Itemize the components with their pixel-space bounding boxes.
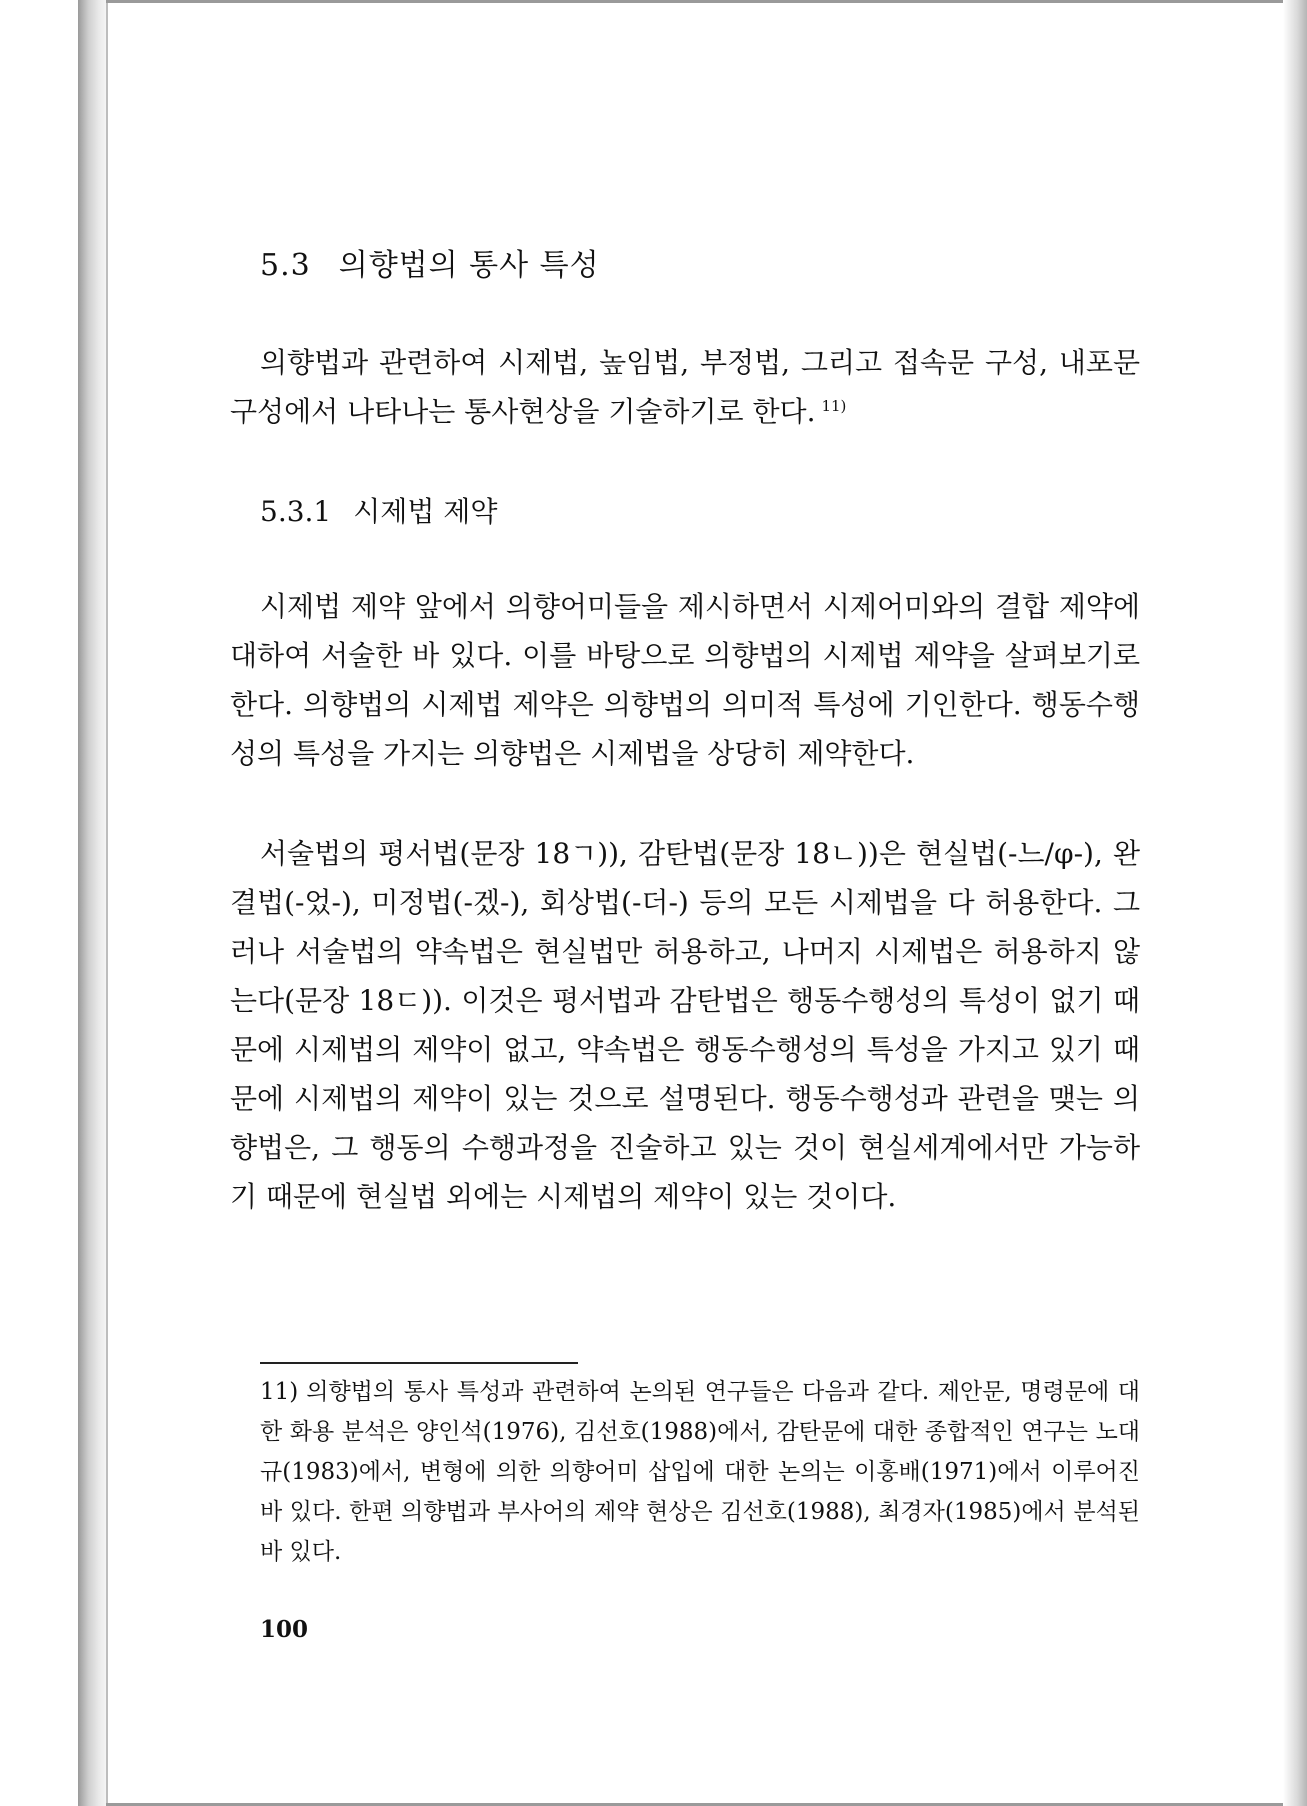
footnote xyxy=(260,1372,1140,1572)
book-page xyxy=(230,0,1140,1806)
subsection-number: 5.3.1 xyxy=(260,495,332,528)
subsection-title: 시제법 제약 xyxy=(353,495,498,528)
intro-text: 의향법과 관련하여 시제법, 높임법, 부정법, 그리고 접속문 구성, 내포문 구성에서 나타나는 통사현상을 기술하기로 한다. xyxy=(230,346,1140,428)
page-number: 100 xyxy=(260,1616,309,1643)
footnote-divider xyxy=(260,1362,578,1364)
body-paragraph-1: 시제법 제약 앞에서 의향어미들을 제시하면서 시제어미와의 결합 제약에 대하여 서술한 바 있다. 이를 바탕으로 의향법의 시제법 제약을 살펴보기로 한다. 의향법의 시제법 제약은 의향법의 의미적 특성에 기인한다. 행동수행성의 특성을 가지는 의향법은 시제법을 상당히 제약한다. xyxy=(230,590,1140,770)
body-paragraph-2: 서술법의 평서법(문장 18ㄱ)), 감탄법(문장 18ㄴ))은 현실법(-느/φ-), 완결법(-었-), 미정법(-겠-), 회상법(-더-) 등의 모든 시제법을 다 허용한다. 그러나 서술법의 약속법은 현실법만 허용하고, 나머지 시제법은 허용하지 않는다(문장 18ㄷ)). 이것은 평서법과 감탄법은 행동수행성의 특성이 없기 때문에 시제법의 제약이 없고, 약속법은 행동수행성의 특성을 가지고 있기 때문에 시제법의 제약이 있는 것으로 설명된다. 행동수행성과 관련을 맺는 의향법은, 그 행동의 수행과정을 진술하고 있는 것이 현실세계에서만 가능하기 때문에 현실법 외에는 시제법의 제약이 있는 것이다. xyxy=(230,837,1140,1213)
intro-paragraph xyxy=(230,338,1140,436)
book-spine xyxy=(78,0,108,1806)
subsection-heading xyxy=(260,490,497,530)
footnote-reference[interactable]: 11) xyxy=(821,396,847,415)
section-number: 5.3 xyxy=(260,248,311,283)
footnote-text: 의향법의 통사 특성과 관련하여 논의된 연구들은 다음과 같다. 제안문, 명령문에 대한 화용 분석은 양인석(1976), 김선호(1988)에서, 감탄문에 대한 종합적인 연구는 노대규(1983)에서, 변형에 의한 의향어미 삽입에 대한 논의는 이홍배(1971)에서 이루어진 바 있다. 한편 의향법과 부사어의 제약 현상은 김선호(1988), 최경자(1985)에서 분석된 바 있다. xyxy=(260,1379,1140,1565)
page-right-shadow xyxy=(1283,0,1307,1806)
section-heading xyxy=(260,240,600,284)
page-left-edge xyxy=(106,0,108,1806)
footnote-number: 11) xyxy=(260,1379,299,1405)
section-title: 의향법의 통사 특성 xyxy=(338,248,600,283)
